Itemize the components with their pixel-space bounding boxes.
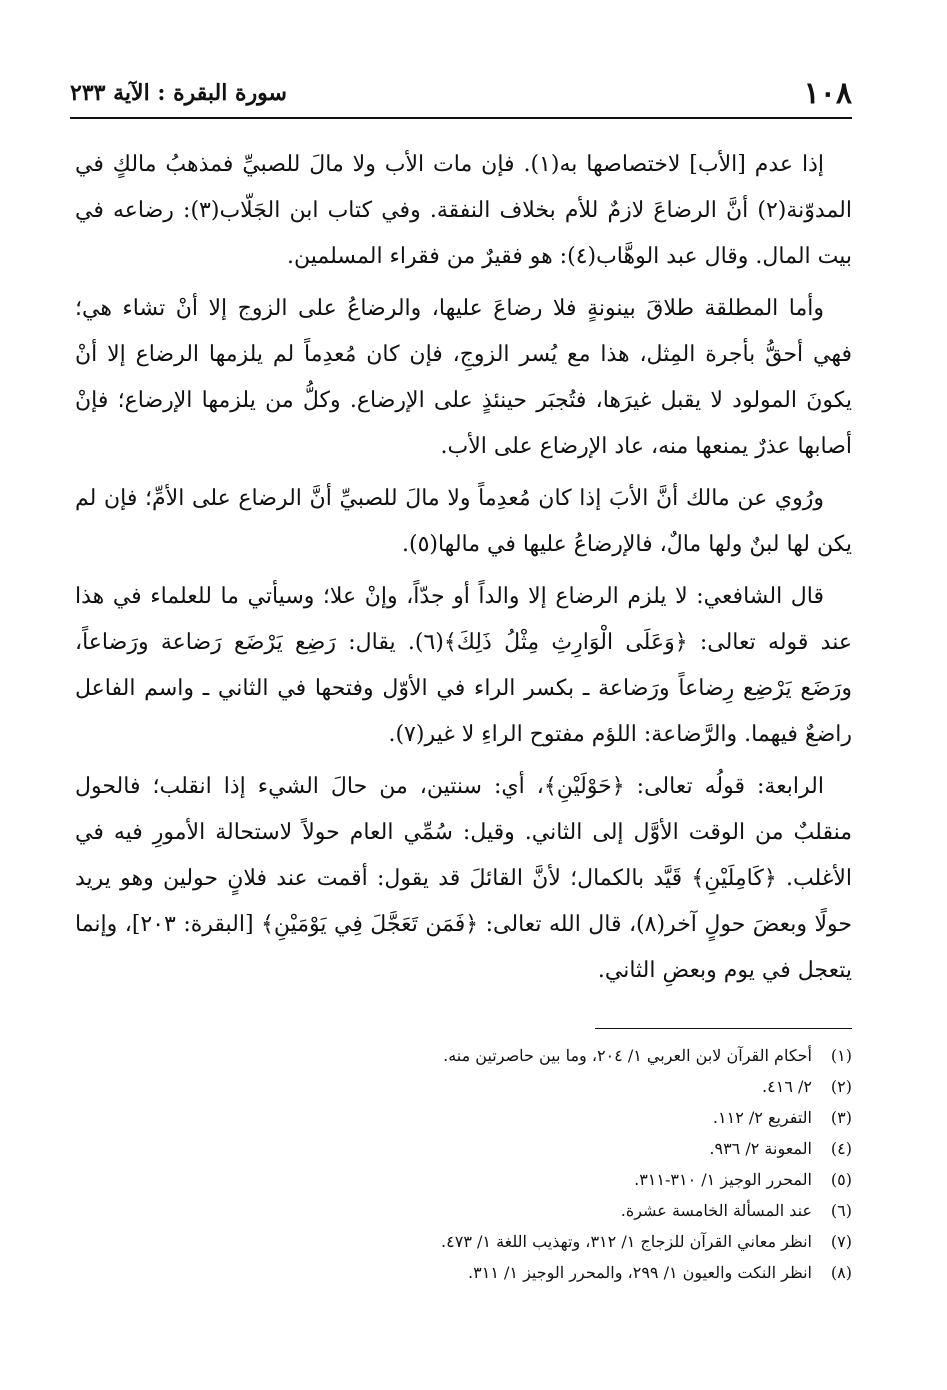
footnote-text: المحرر الوجيز ١/ ٣١٠-٣١١. [634, 1170, 812, 1189]
paragraph: الرابعة: قولُه تعالى: ﴿حَوْلَيْنِ﴾، أي: سنتين، من حالَ الشيء إذا انقلب؛ فالحول منقلبٌ من الوقت الأوَّل إلى الثاني. وقيل: سُمِّي العام حولاً لاستحالة الأمورِ فيه في الأغلب. ﴿كَامِلَيْنِ﴾ قَيَّد بالكمال؛ لأنَّ القائلَ قد يقول: أقمت عند فلانٍ حولين وهو يريد حولًا وبعضَ حولٍ آخر(٨)، قال الله تعالى: ﴿فَمَن تَعَجَّلَ فِي يَوْمَيْنِ﴾ [البقرة: ٢٠٣]، وإنما يتعجل في يوم وبعضِ الثاني. [75, 774, 853, 983]
footnote [95, 1226, 852, 1257]
paragraph: قال الشافعي: لا يلزم الرضاع إلا والداً أو جدّاً، وإنْ علا؛ وسيأتي ما للعلماء في هذا عند قوله تعالى: ﴿وَعَلَى الْوَارِثِ مِثْلُ ذَلِكَ﴾(٦). يقال: رَضِع يَرْضَع رَضاعة ورَضاعاً، ورَضَع يَرْضِع رِضاعاً ورَضاعة ـ بكسر الراء في الأوّل وفتحها في الثاني ـ واسم الفاعل راضعٌ فيهما. والرَّضاعة: اللؤم مفتوح الراءِ لا غير(٧). [75, 584, 852, 747]
footnote-text: ٢/ ٤١٦. [762, 1077, 812, 1096]
footnote [95, 1102, 852, 1133]
footnote-text: انظر معاني القرآن للزجاج ١/ ٣١٢، وتهذيب اللغة ١/ ٤٧٣. [441, 1232, 812, 1251]
footnote-number: (٨) [830, 1263, 852, 1282]
footnote-number: (٣) [830, 1108, 852, 1127]
footnote [95, 1195, 852, 1226]
footnote-text: انظر النكت والعيون ١/ ٢٩٩، والمحرر الوجيز ١/ ٣١١. [468, 1263, 812, 1282]
footnote [95, 1257, 852, 1288]
footnote [95, 1040, 852, 1071]
page-header [70, 72, 852, 116]
running-title: سورة البقرة : الآية ٢٣٣ [70, 80, 287, 106]
footnote-text: التفريع ٢/ ١١٢. [712, 1108, 812, 1127]
footnotes [95, 1040, 852, 1288]
footnote-text: عند المسألة الخامسة عشرة. [620, 1201, 812, 1220]
footnote-text: المعونة ٢/ ٩٣٦. [709, 1139, 812, 1158]
footnote-text: أحكام القرآن لابن العربي ١/ ٢٠٤، وما بين حاصرتين منه. [443, 1046, 812, 1065]
footnote-number: (٤) [830, 1139, 852, 1158]
paragraph: ورُوي عن مالك أنَّ الأبَ إذا كان مُعدِماً ولا مالَ للصبيِّ أنَّ الرضاع على الأمِّ؛ فإن لم يكن لها لبنٌ ولها مالٌ، فالإرضاعُ عليها في مالها(٥). [75, 486, 852, 557]
footnote [95, 1071, 852, 1102]
footnote-number: (٥) [830, 1170, 852, 1189]
header-rule [70, 117, 852, 119]
paragraph: إذا عدم [الأب] لاختصاصها به(١). فإن مات الأب ولا مالَ للصبيِّ فمذهبُ مالكٍ في المدوّنة(٢) أنَّ الرضاعَ لازمٌ للأم بخلاف النفقة. وفي كتاب ابن الجَلّاب(٣): رضاعه في بيت المال. وقال عبد الوهَّاب(٤): هو فقيرٌ من فقراء المسلمين. [75, 152, 852, 269]
footnote [95, 1133, 852, 1164]
paragraph: وأما المطلقة طلاقَ بينونةٍ فلا رضاعَ عليها، والرضاعُ على الزوج إلا أنْ تشاء هي؛ فهي أحقُّ بأجرة المِثل، هذا مع يُسر الزوجِ، فإن كان مُعدِماً لم يلزمها الرضاع إلا أنْ يكونَ المولود لا يقبل غيرَها، فتُجبَر حينئذٍ على الإرضاع. وكلُّ من يلزمها الإرضاع؛ فإنْ أصابها عذرٌ يمنعها منه، عاد الإرضاع على الأب. [75, 296, 852, 459]
main-text [75, 142, 852, 1000]
page-number: ١٠٨ [803, 76, 852, 111]
footnote [95, 1164, 852, 1195]
footnote-number: (٦) [830, 1201, 852, 1220]
footnote-number: (٧) [830, 1232, 852, 1251]
footnote-rule [595, 1028, 852, 1029]
footnote-number: (١) [830, 1046, 852, 1065]
footnote-number: (٢) [830, 1077, 852, 1096]
